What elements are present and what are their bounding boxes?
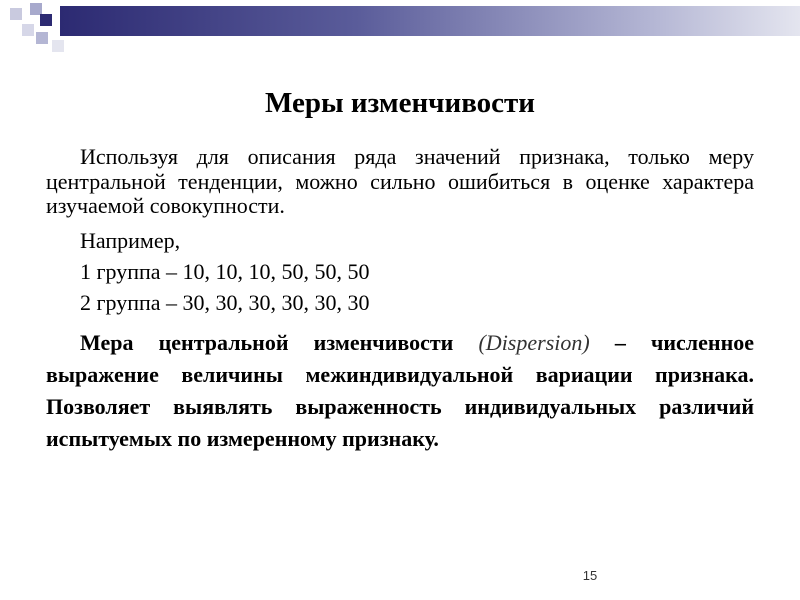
group-2-values: 2 группа – 30, 30, 30, 30, 30, 30	[80, 289, 370, 315]
decor-square	[36, 32, 48, 44]
group-1-values: 1 группа – 10, 10, 10, 50, 50, 50	[80, 258, 370, 284]
decor-square	[52, 40, 64, 52]
decor-square	[10, 8, 22, 20]
intro-paragraph: Используя для описания ряда значений признака, только меру центральной тенденции, можно сильно ошибиться в оценке характера изучаемой совокупности.	[46, 144, 754, 218]
page-number: 15	[582, 568, 598, 583]
example-label: Например,	[80, 227, 181, 253]
definition-paragraph	[46, 327, 754, 455]
slide-title: Меры изменчивости	[264, 87, 536, 119]
slide-content	[46, 145, 754, 455]
header-decoration	[0, 0, 800, 60]
decor-square	[40, 14, 52, 26]
definition-english-term: (Dispersion)	[478, 329, 590, 355]
definition-text: – численное выражение величины межиндивидуальной вариации признака. Позволяет выявлять выраженность индивидуальных различий испытуемых по измеренному признаку.	[46, 329, 755, 451]
header-gradient-bar	[60, 6, 800, 36]
definition-term: Мера центральной изменчивости	[80, 329, 454, 355]
decor-square	[22, 24, 34, 36]
